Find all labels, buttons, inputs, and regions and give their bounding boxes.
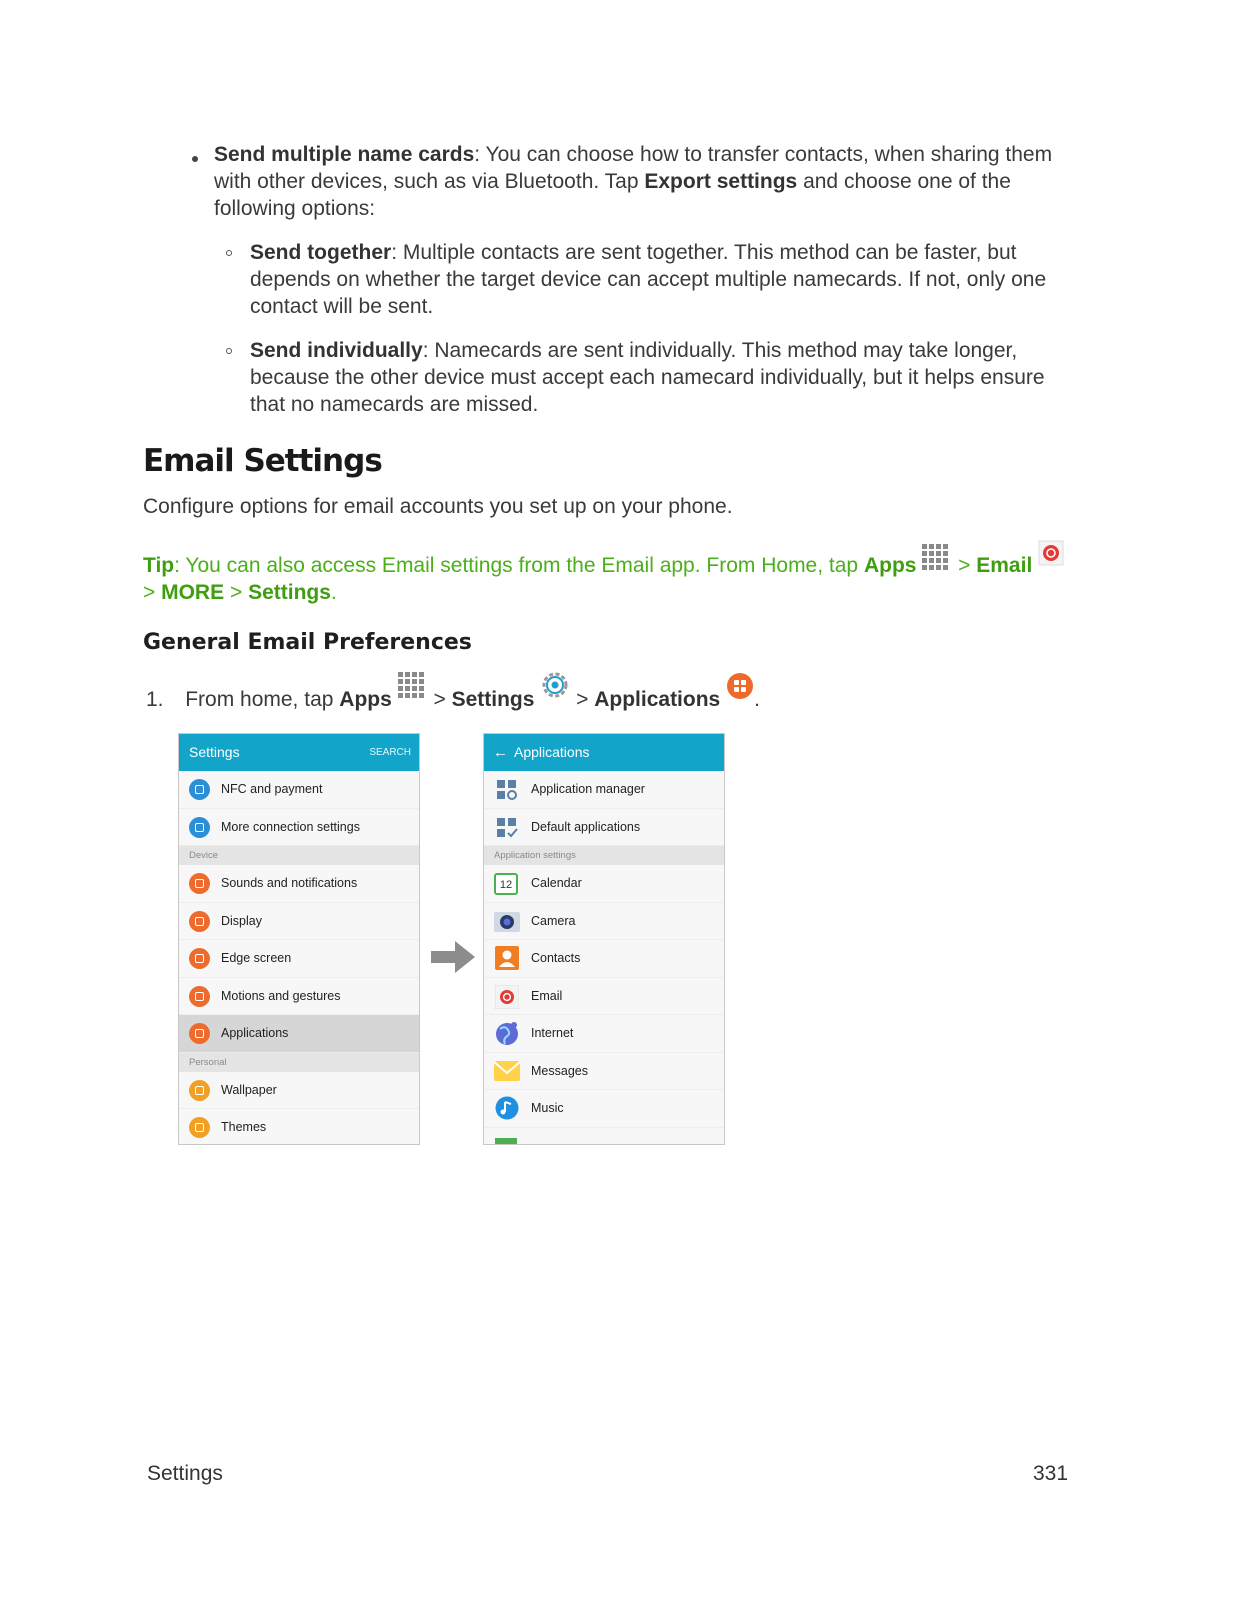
contacts-icon: [495, 946, 519, 970]
connection-icon: [189, 817, 210, 838]
app-item-messages[interactable]: Messages: [484, 1053, 724, 1091]
section-device: Device: [179, 846, 419, 865]
bullet-send-together: Send together: Multiple contacts are sent together. This method can be faster, but depends on whether the target device can accept multiple namecards. If not, only one contact will be sent.: [250, 241, 1047, 318]
default-applications-icon: [496, 817, 518, 839]
tip: Tip: You can also access Email settings from the Email app. From Home, tap Apps > Email > MORE > Settings.: [143, 544, 1103, 606]
applications-title-bar: ← Applications: [484, 734, 724, 771]
nfc-icon: [189, 779, 210, 800]
section-title: Email Settings: [143, 443, 382, 479]
sub-bullet: [226, 348, 232, 354]
settings-screen: [178, 733, 420, 1145]
app-item-calendar[interactable]: 12 Calendar: [484, 865, 724, 903]
email-icon: [495, 985, 519, 1009]
email-icon: [1038, 540, 1064, 566]
edge-screen-icon: [189, 948, 210, 969]
settings-item-display[interactable]: Display: [179, 903, 419, 941]
partial-row-icon: [495, 1138, 517, 1144]
application-manager-icon: [496, 779, 518, 801]
section-application-settings: Application settings: [484, 846, 724, 865]
page-number: 331: [1033, 1462, 1069, 1485]
arrow-right-icon: [429, 937, 477, 977]
settings-item-nfc[interactable]: NFC and payment: [179, 771, 419, 809]
settings-item-themes[interactable]: Themes: [179, 1109, 419, 1145]
applications-icon: [726, 672, 754, 700]
apps-grid-icon: [398, 672, 428, 702]
section-personal: Personal: [179, 1053, 419, 1072]
app-item-internet[interactable]: Internet: [484, 1015, 724, 1053]
bullet-send-individually: Send individually: Namecards are sent individually. This method may take longer, because the other device must accept each namecard individually, but it helps ensure that no namecards are missed.: [250, 339, 1045, 416]
settings-item-motions[interactable]: Motions and gestures: [179, 978, 419, 1016]
footer-section: Settings: [147, 1462, 223, 1485]
settings-item-sounds[interactable]: Sounds and notifications: [179, 865, 419, 903]
settings-item-applications[interactable]: Applications: [179, 1015, 419, 1053]
app-item-music[interactable]: Music: [484, 1090, 724, 1128]
internet-icon: [494, 1020, 520, 1046]
app-item-application-manager[interactable]: Application manager: [484, 771, 724, 809]
back-arrow-icon[interactable]: ←: [493, 744, 508, 761]
sound-icon: [189, 873, 210, 894]
search-button[interactable]: SEARCH: [369, 747, 411, 758]
apps-grid-icon: [922, 544, 952, 574]
music-icon: [495, 1096, 519, 1120]
gear-icon: [540, 670, 570, 700]
settings-item-wallpaper[interactable]: Wallpaper: [179, 1072, 419, 1110]
bullet-send-multiple: Send multiple name cards: You can choose how to transfer contacts, when sharing them with other devices, such as via Bluetooth. Tap Export settings and choose one of the following options:: [214, 143, 1053, 220]
bullet-dot: [192, 156, 198, 162]
term: Send multiple name cards: [214, 143, 475, 166]
camera-icon: [494, 910, 520, 934]
subsection-title: General Email Preferences: [143, 630, 472, 655]
motions-icon: [189, 986, 210, 1007]
sub-bullet: [226, 250, 232, 256]
step-1: 1. From home, tap Apps > Settings > Applications .: [146, 678, 760, 713]
app-item-default-applications[interactable]: Default applications: [484, 809, 724, 847]
calendar-icon: 12: [494, 873, 518, 895]
app-item-contacts[interactable]: Contacts: [484, 940, 724, 978]
app-item-camera[interactable]: Camera: [484, 903, 724, 941]
applications-icon: [189, 1023, 210, 1044]
wallpaper-icon: [189, 1080, 210, 1101]
themes-icon: [189, 1117, 210, 1138]
applications-screen: [483, 733, 725, 1145]
settings-title-bar: Settings SEARCH: [179, 734, 419, 771]
settings-item-edge-screen[interactable]: Edge screen: [179, 940, 419, 978]
section-intro: Configure options for email accounts you set up on your phone.: [143, 495, 733, 518]
settings-item-more-connection[interactable]: More connection settings: [179, 809, 419, 847]
messages-icon: [494, 1061, 520, 1083]
display-icon: [189, 911, 210, 932]
app-item-email[interactable]: Email: [484, 978, 724, 1016]
